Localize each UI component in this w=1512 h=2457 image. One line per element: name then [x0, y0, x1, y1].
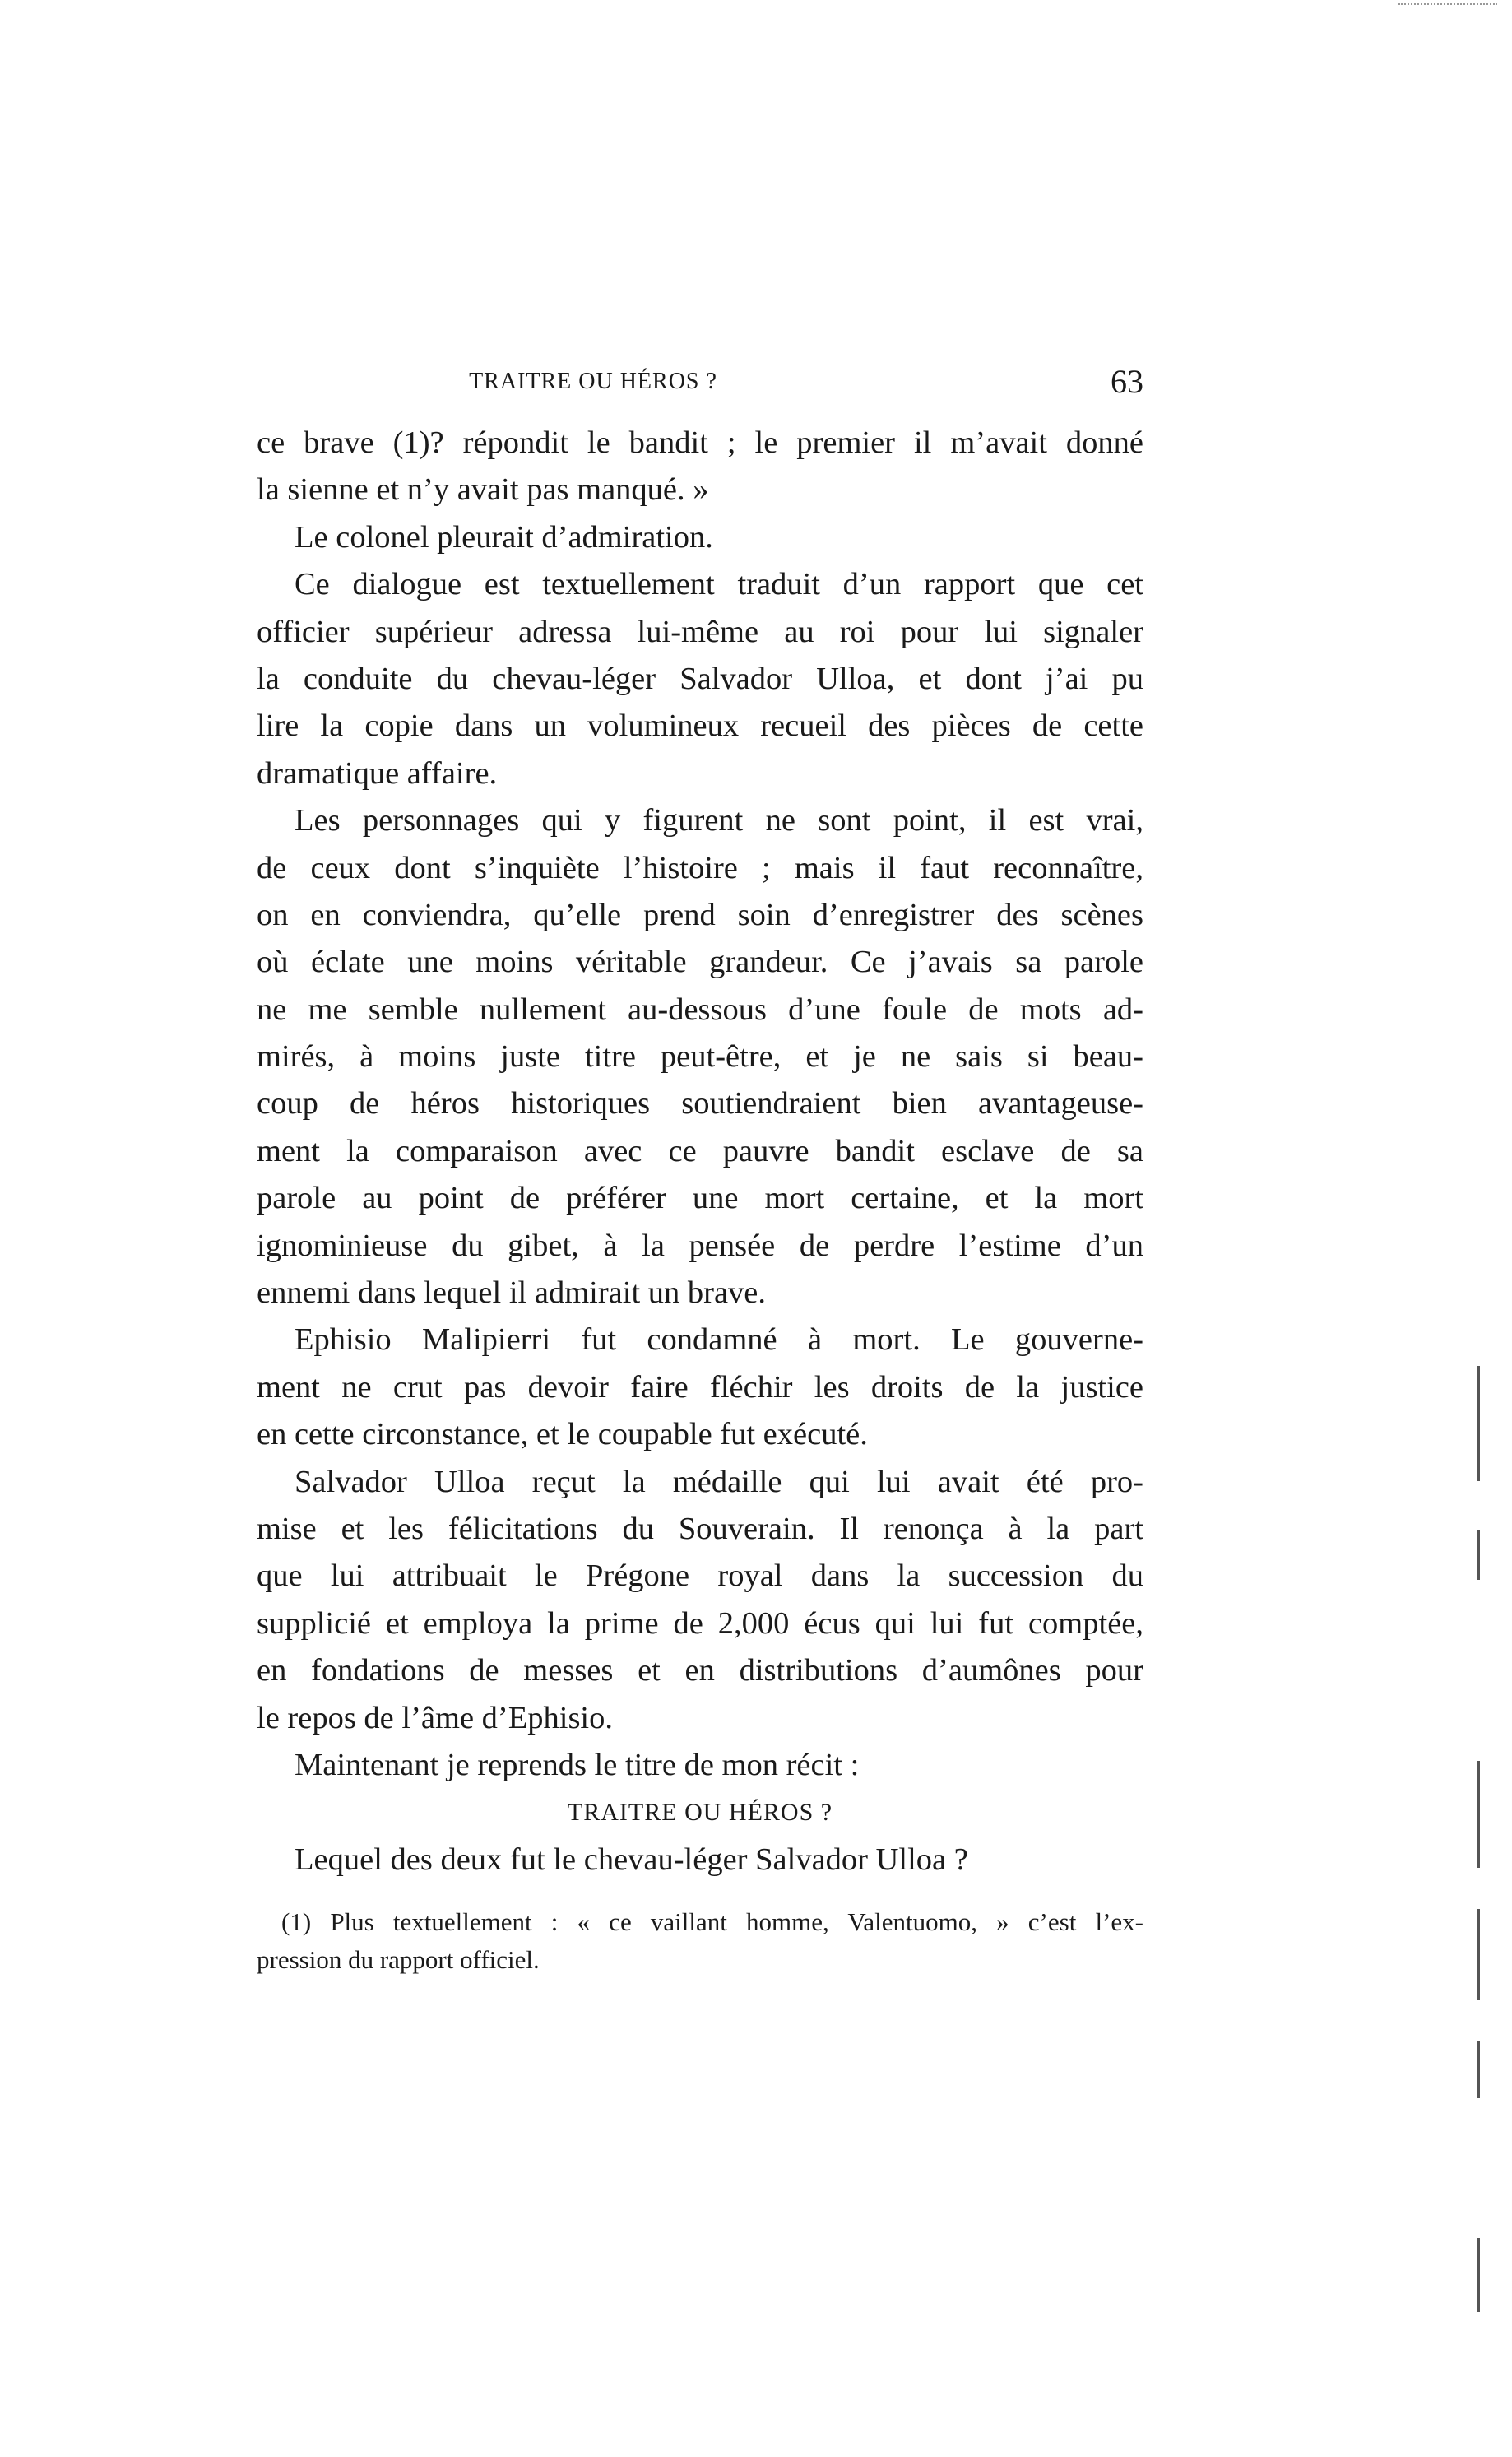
text-line: ce brave (1)? répondit le bandit ; le premier il m’avait donné — [257, 425, 1143, 460]
text-line: ennemi dans lequel il admirait un brave. — [257, 1275, 767, 1311]
text-line: coup de héros historiques soutiendraient bien avantageuse- — [257, 1086, 1143, 1122]
scan-edge-line — [1477, 1909, 1480, 2000]
text-line: Lequel des deux fut le chevau-léger Salvador Ulloa ? — [295, 1842, 968, 1877]
scan-edge-line — [1477, 1530, 1480, 1580]
text-line: supplicié et employa la prime de 2,000 écus qui lui fut comptée, — [257, 1605, 1143, 1641]
footnotes — [257, 1903, 1143, 1979]
page-number: 63 — [1111, 363, 1143, 400]
scan-edge-mark — [1398, 3, 1497, 7]
text-line: Ce dialogue est textuellement traduit d’un rapport que cet — [295, 567, 1143, 602]
text-line: ment ne crut pas devoir faire fléchir les droits de la justice — [257, 1369, 1143, 1405]
text-line: Le colonel pleurait d’admiration. — [295, 519, 713, 555]
text-line: parole au point de préférer une mort certaine, et la mort — [257, 1181, 1143, 1216]
text-line: ignominieuse du gibet, à la pensée de perdre l’estime d’un — [257, 1228, 1143, 1263]
text-line: où éclate une moins véritable grandeur. Ce j’avais sa parole — [257, 945, 1143, 980]
text-line: on en conviendra, qu’elle prend soin d’enregistrer des scènes — [257, 897, 1143, 932]
text-line: mirés, à moins juste titre peut-être, et je ne sais si beau- — [257, 1039, 1143, 1075]
page-header — [257, 362, 1143, 411]
running-title: TRAITRE OU HÉROS ? — [469, 369, 717, 394]
repeated-title: TRAITRE OU HÉROS ? — [567, 1799, 833, 1827]
text-line: Maintenant je reprends le titre de mon récit : — [295, 1747, 860, 1782]
body-text — [257, 420, 1143, 1883]
text-line: lire la copie dans un volumineux recueil des pièces de cette — [257, 708, 1143, 744]
text-line: mise et les félicitations du Souverain. Il renonça à la part — [257, 1511, 1143, 1546]
text-line: en cette circonstance, et le coupable fut exécuté. — [257, 1417, 868, 1452]
text-line: dramatique affaire. — [257, 755, 498, 791]
text-line: ne me semble nullement au-dessous d’une foule de mots ad- — [257, 992, 1143, 1027]
footnote-line: (1) Plus textuellement : « ce vaillant homme, Valentuomo, » c’est l’ex- — [281, 1907, 1143, 1937]
book-page — [257, 362, 1143, 1979]
text-line: officier supérieur adressa lui-même au roi pour lui signaler — [257, 614, 1143, 649]
text-line: Les personnages qui y figurent ne sont point, il est vrai, — [295, 803, 1143, 838]
text-line: en fondations de messes et en distributions d’aumônes pour — [257, 1653, 1143, 1688]
scan-edge-line — [1477, 1761, 1480, 1868]
text-line: Ephisio Malipierri fut condamné à mort. Le gouverne- — [295, 1322, 1143, 1358]
footnote-separator — [257, 1883, 1143, 1903]
scan-edge-line — [1477, 2041, 1480, 2098]
text-line: le repos de l’âme d’Ephisio. — [257, 1700, 613, 1735]
scan-edge-line — [1477, 1366, 1480, 1481]
text-line: Salvador Ulloa reçut la médaille qui lui avait été pro- — [295, 1464, 1143, 1499]
text-line: ment la comparaison avec ce pauvre bandit esclave de sa — [257, 1133, 1143, 1168]
text-line: de ceux dont s’inquiète l’histoire ; mais il faut reconnaître, — [257, 850, 1143, 885]
text-line: la sienne et n’y avait pas manqué. » — [257, 472, 709, 508]
text-line: la conduite du chevau-léger Salvador Ulloa, et dont j’ai pu — [257, 661, 1143, 696]
text-line: que lui attribuait le Prégone royal dans la succession du — [257, 1558, 1143, 1594]
scan-edge-line — [1477, 2238, 1480, 2312]
footnote-line: pression du rapport officiel. — [257, 1945, 540, 1975]
